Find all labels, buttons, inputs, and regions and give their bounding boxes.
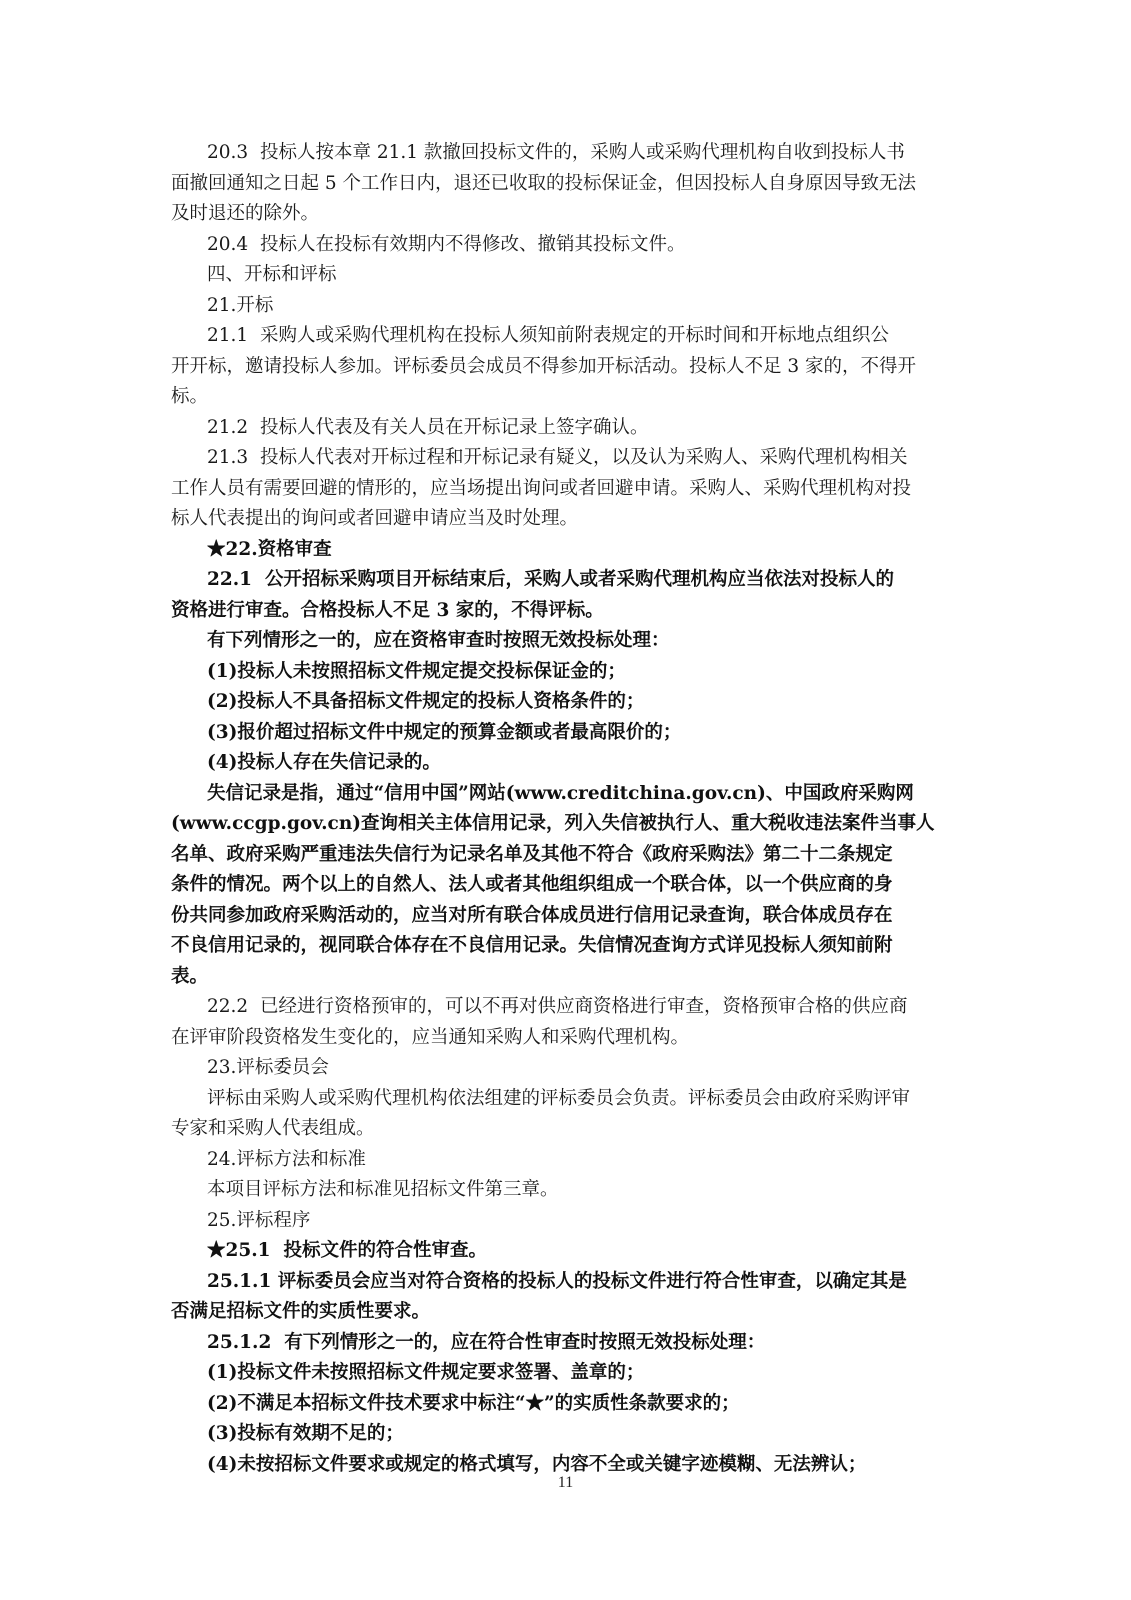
text-line: 20.4 投标人在投标有效期内不得修改、撤销其投标文件。 <box>207 233 686 255</box>
text-line: 22.2 已经进行资格预审的，可以不再对供应商资格进行审查，资格预审合格的供应商 <box>207 996 908 1017</box>
text-line: 25.1.2 有下列情形之一的，应在符合性审查时按照无效投标处理： <box>207 1331 766 1353</box>
text-line: 在评审阶段资格发生变化的，应当通知采购人和采购代理机构。 <box>171 1026 690 1048</box>
text-line: 标人代表提出的询问或者回避申请应当及时处理。 <box>171 508 579 529</box>
text-line: 及时退还的除外。 <box>171 203 320 224</box>
text-line: (4)投标人存在失信记录的。 <box>207 752 441 773</box>
text-line: (1)投标文件未按照招标文件规定要求签署、盖章的； <box>207 1362 645 1383</box>
text-line: (2)投标人不具备招标文件规定的投标人资格条件的； <box>207 691 645 712</box>
text-line: (2)不满足本招标文件技术要求中标注“★”的实质性条款要求的； <box>207 1392 740 1414</box>
page-body <box>171 138 961 1480</box>
text-line: 评标由采购人或采购代理机构依法组建的评标委员会负责。评标委员会由政府采购评审 <box>207 1087 911 1109</box>
text-line: 失信记录是指，通过“信用中国”网站(www.creditchina.gov.cn)、中国政府采购网 <box>207 782 914 804</box>
text-line: (4)未按招标文件要求或规定的格式填写，内容不全或关键字迹模糊、无法辨认； <box>207 1453 867 1475</box>
text-line: ★25.1 投标文件的符合性审查。 <box>207 1240 487 1261</box>
text-line: 21.2 投标人代表及有关人员在开标记录上签字确认。 <box>207 416 649 438</box>
text-line: 标。 <box>171 386 209 407</box>
text-line: 24.评标方法和标准 <box>207 1148 366 1170</box>
text-line: (3)投标有效期不足的； <box>207 1423 404 1444</box>
text-line: ★22.资格审查 <box>207 538 332 560</box>
text-line: 开开标，邀请投标人参加。评标委员会成员不得参加开标活动。投标人不足 3 家的，不得开 <box>171 355 917 377</box>
text-line: 25.1.1 评标委员会应当对符合资格的投标人的投标文件进行符合性审查，以确定其是 <box>207 1270 907 1292</box>
text-line: 23.评标委员会 <box>207 1057 329 1078</box>
text-line: 条件的情况。两个以上的自然人、法人或者其他组织组成一个联合体，以一个供应商的身 <box>171 874 893 895</box>
text-line: 否满足招标文件的实质性要求。 <box>171 1301 431 1322</box>
text-line: 不良信用记录的，视同联合体存在不良信用记录。失信情况查询方式详见投标人须知前附 <box>171 935 893 956</box>
text-line: 25.评标程序 <box>207 1209 311 1231</box>
text-line: 名单、政府采购严重违法失信行为记录名单及其他不符合《政府采购法》第二十二条规定 <box>171 843 893 865</box>
text-line: 21.3 投标人代表对开标过程和开标记录有疑义，以及认为采购人、采购代理机构相关 <box>207 447 908 468</box>
text-line: 专家和采购人代表组成。 <box>171 1118 375 1139</box>
page-number: 11 <box>557 1474 574 1491</box>
text-line: 有下列情形之一的，应在资格审查时按照无效投标处理： <box>207 630 670 651</box>
text-line: 表。 <box>171 965 209 987</box>
text-line: 本项目评标方法和标准见招标文件第三章。 <box>207 1179 559 1200</box>
text-line: (3)报价超过招标文件中规定的预算金额或者最高限价的； <box>207 721 682 743</box>
text-line: 面撤回通知之日起 5 个工作日内，退还已收取的投标保证金，但因投标人自身原因导致无法 <box>171 172 917 194</box>
text-line: 20.3 投标人按本章 21.1 款撤回投标文件的，采购人或采购代理机构自收到投标人书 <box>207 142 905 163</box>
text-line: 工作人员有需要回避的情形的，应当场提出询问或者回避申请。采购人、采购代理机构对投 <box>171 477 912 499</box>
text-line: (www.ccgp.gov.cn)查询相关主体信用记录，列入失信被执行人、重大税收违法案件当事人 <box>171 813 935 834</box>
text-line: 21.开标 <box>207 294 274 316</box>
text-line: 22.1 公开招标采购项目开标结束后，采购人或者采购代理机构应当依法对投标人的 <box>207 569 894 590</box>
text-line: 份共同参加政府采购活动的，应当对所有联合体成员进行信用记录查询，联合体成员存在 <box>171 904 893 926</box>
text-line: 四、开标和评标 <box>207 264 337 285</box>
text-line: 资格进行审查。合格投标人不足 3 家的，不得评标。 <box>171 599 604 621</box>
text-line: (1)投标人未按照招标文件规定提交投标保证金的； <box>207 660 626 682</box>
text-line: 21.1 采购人或采购代理机构在投标人须知前附表规定的开标时间和开标地点组织公 <box>207 325 889 346</box>
